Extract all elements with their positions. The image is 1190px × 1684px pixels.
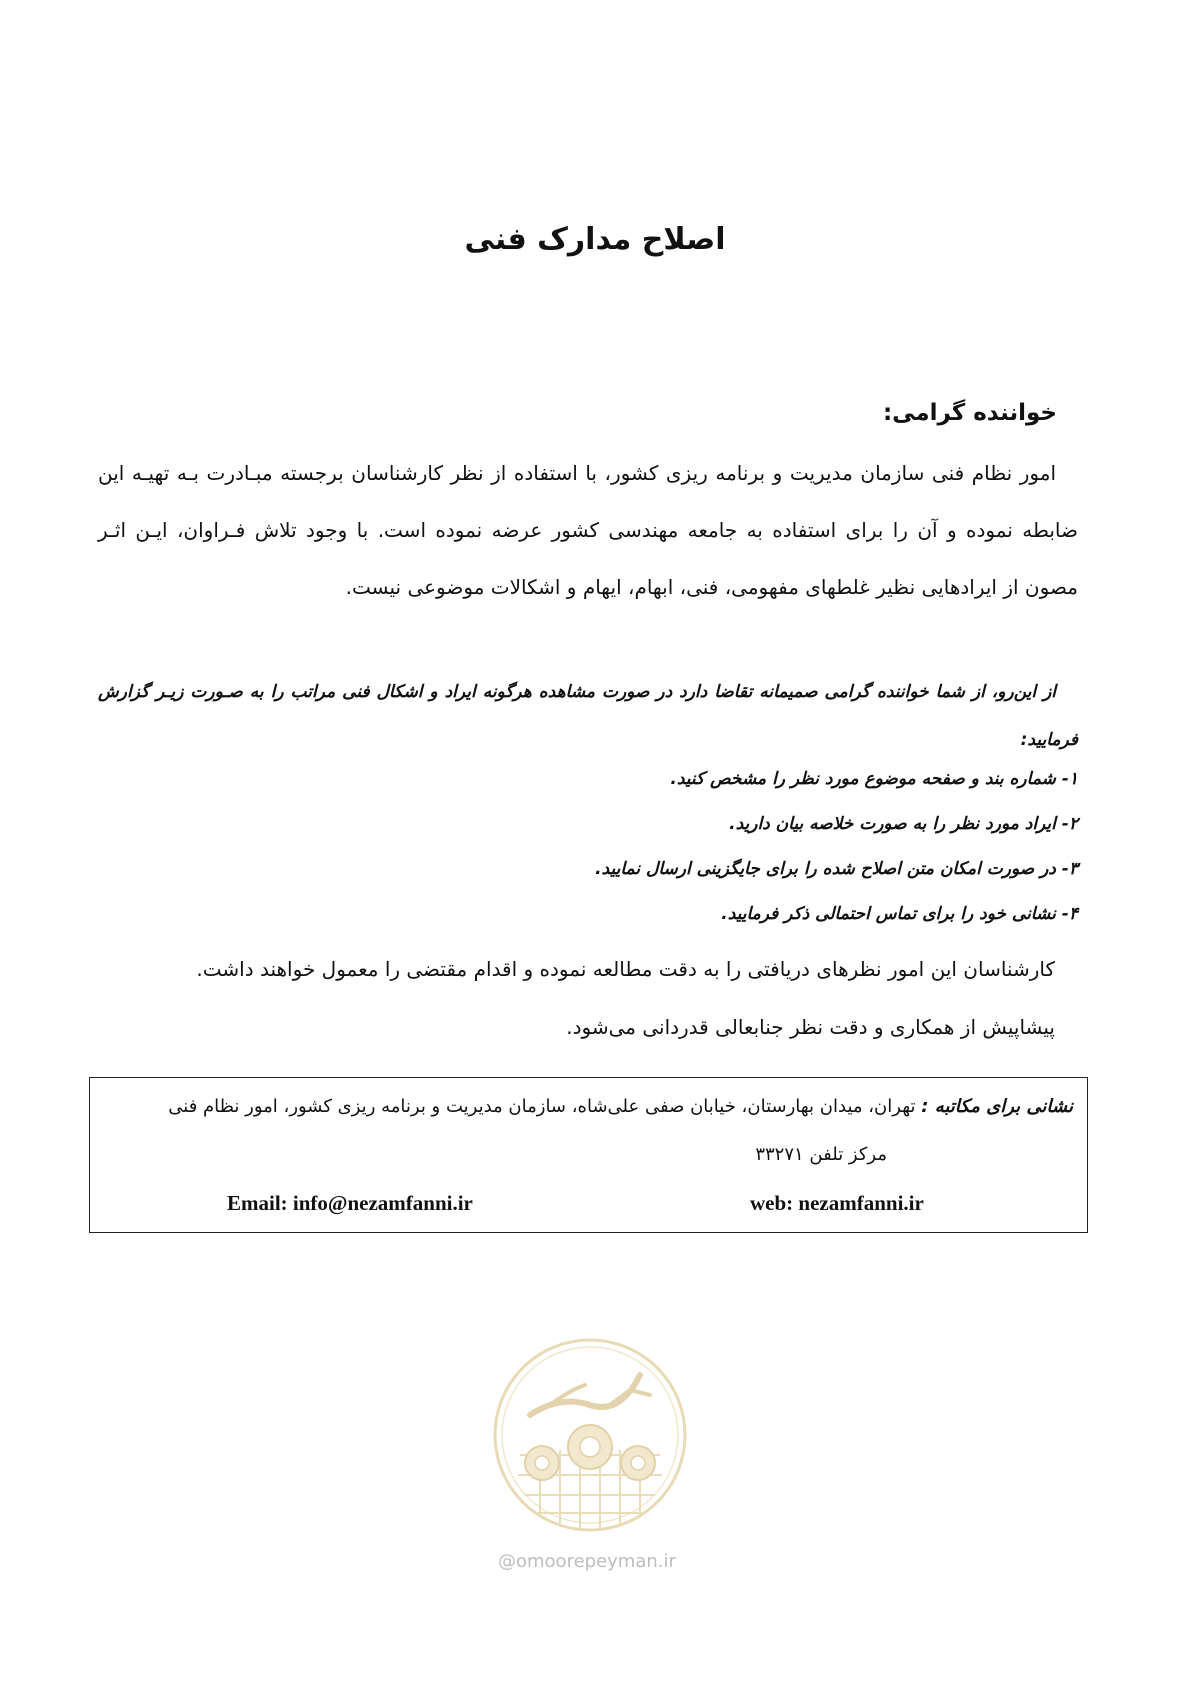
page-title: اصلاح مدارک فنی — [464, 222, 726, 257]
watermark-site: @omoorepeyman.ir — [498, 1551, 676, 1572]
instruction-item: ۳- در صورت امکان متن اصلاح شده را برای جایگزینی ارسال نمایید. — [595, 859, 1078, 879]
address-box — [89, 1077, 1088, 1233]
closing-text — [105, 940, 1055, 1056]
address-text: تهران، میدان بهارستان، خیابان صفی علی‌شاه، سازمان مدیریت و برنامه ریزی کشور، امور نظام فنی — [168, 1096, 922, 1117]
address-line — [108, 1096, 1073, 1117]
instruction-item: ۴- نشانی خود را برای تماس احتمالی ذکر فرمایید. — [721, 904, 1078, 924]
greeting-heading: خواننده گرامی: — [882, 400, 1057, 426]
instruction-item: ۲- ایراد مورد نظر را به صورت خلاصه بیان دارید. — [729, 814, 1078, 834]
email-address[interactable]: Email: info@nezamfanni.ir — [227, 1191, 473, 1215]
intro-paragraph: امور نظام فنی سازمان مدیریت و برنامه ریزی کشور، با استفاده از نظر کارشناسان برجسته مبـادرت بـه تهیـه این ضابطه نموده و آن را برای استفاده به جامعه مهندسی کشور عرضه نموده است. با وجود تلاش فـراوان، ایـن اثـر مصون از ایرادهایی نظیر غلطهای مفهومی، فنی، ابهام، ایهام و اشکالات موضوعی نیست. — [98, 461, 1078, 599]
instruction-item: ۱- شماره بند و صفحه موضوع مورد نظر را مشخص کنید. — [670, 769, 1078, 789]
closing-line: پیشاپیش از همکاری و دقت نظر جنابعالی قدردانی می‌شود. — [566, 1015, 1055, 1039]
closing-line: کارشناسان این امور نظرهای دریافتی را به دقت مطالعه نموده و اقدام مقتضی را معمول خواهند داشت. — [196, 957, 1055, 981]
instruction-list — [98, 757, 1078, 937]
omoore-peyman-logo-icon — [490, 1335, 690, 1565]
phone-label: مرکز تلفن — [809, 1144, 887, 1165]
address-label: نشانی برای مکاتبه : — [921, 1096, 1073, 1117]
web-address[interactable]: web: nezamfanni.ir — [750, 1191, 924, 1215]
phone-number: ۳۳۲۷۱ — [755, 1144, 804, 1165]
phone-line — [755, 1144, 887, 1165]
request-paragraph: از این‌رو، از شما خواننده گرامی صمیمانه تقاضا دارد در صورت مشاهده هرگونه ایراد و اشکال فنی مراتب را به صـورت زیـر گزارش فرمایید: — [98, 682, 1078, 750]
